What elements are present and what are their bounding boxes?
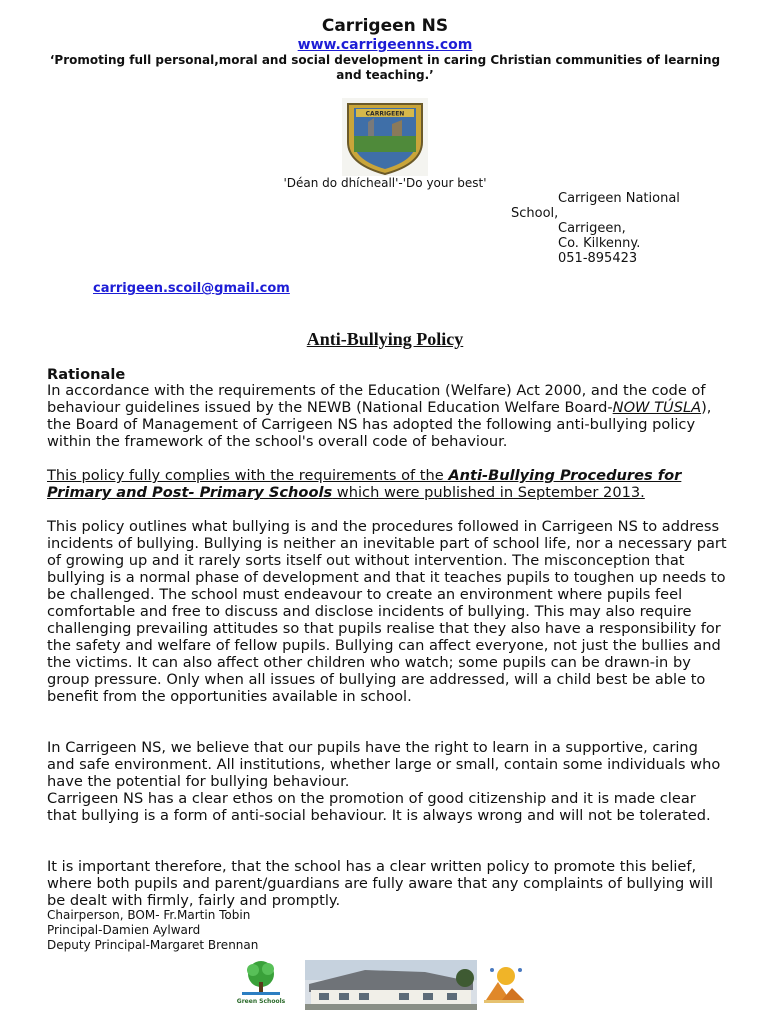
rationale-paragraph-5: Carrigeen NS has a clear ethos on the promotion of good citizenship and it is made clear that bullying is a form of anti-social behaviour. It is always wrong and will not be tolerated.	[47, 790, 711, 824]
school-motto: ‘Promoting full personal,moral and social development in caring Christian communities of learning and teaching.’	[49, 53, 721, 82]
school-building-photo	[305, 960, 477, 1010]
rationale-paragraph-2	[47, 467, 727, 501]
deputy-principal-signoff: Deputy Principal-Margaret Brennan	[47, 938, 259, 952]
address-line: Carrigeen National	[558, 191, 680, 206]
address-phone: 051-895423	[558, 251, 638, 266]
chairperson-signoff: Chairperson, BOM- Fr.Martin Tobin	[47, 908, 251, 922]
rationale-paragraph-4: In Carrigeen NS, we believe that our pupils have the right to learn in a supportive, caring and safe environment. All institutions, whether large or small, contain some individuals who have the potential for bullying behaviour.	[47, 739, 721, 790]
website-link[interactable]: www.carrigeenns.com	[297, 37, 473, 53]
rationale-paragraph-6: It is important therefore, that the school has a clear written policy to promote this belief, where both pupils and parent/guardians are fully aware that any complaints of bullying will be dealt with firmly, fairly and promptly.	[47, 858, 714, 909]
crest-lettering: CARRIGEEN	[365, 110, 405, 118]
address-line: Carrigeen,	[558, 221, 626, 236]
rationale-paragraph-1	[47, 382, 727, 450]
p1-tusla: NOW TÚSLA	[612, 399, 702, 416]
school-address	[511, 191, 711, 266]
p1-text-b: ), the Board of Management of Carrigeen NS has adopted the following anti-bullying policy within the framework of the school's overall code of behaviour.	[47, 399, 712, 450]
address-line: Co. Kilkenny.	[558, 236, 641, 251]
policy-title: Anti-Bullying Policy	[306, 329, 464, 349]
active-school-logo	[480, 960, 528, 1006]
p1-text-a: In accordance with the requirements of the Education (Welfare) Act 2000, and the code of behaviour guidelines issued by the NEWB (National Education Welfare Board-	[47, 382, 706, 416]
school-crest-image	[342, 98, 428, 176]
p2-text-b: which were published in September 2013.	[332, 484, 645, 501]
p2-procedures-title: Anti-Bullying Procedures for Primary and Post- Primary Schools	[47, 467, 682, 501]
rationale-heading: Rationale	[47, 366, 126, 383]
green-schools-logo	[236, 956, 286, 1008]
rationale-paragraph-3: This policy outlines what bullying is and the procedures followed in Carrigeen NS to address incidents of bullying. Bullying is neither an inevitable part of school life, nor a necessary part of growing up and it rarely sorts itself out without intervention. The misconception that bullying is a normal phase of development and that it teaches pupils to toughen up needs to be challenged. The school must endeavour to create an environment where pupils feel comfortable and free to discuss and disclose incidents of bullying. This may also require challenging prevailing attitudes so that pupils realise that they also have a responsibility for the safety and welfare of fellow pupils. Bullying can affect everyone, not just the bullies and the victims. It can also affect other children who watch; some pupils can be drawn-in by group pressure. Only when all issues of bullying are addressed, will a child best be able to benefit from the opportunities available in school.	[47, 518, 727, 705]
email-link[interactable]: carrigeen.scoil@gmail.com	[93, 281, 290, 296]
principal-signoff: Principal-Damien Aylward	[47, 923, 201, 937]
address-line: School,	[511, 206, 559, 221]
green-schools-label: Green Schools	[236, 998, 286, 1005]
irish-motto: 'Déan do dhícheall'-'Do your best'	[283, 176, 487, 190]
school-name: Carrigeen NS	[321, 16, 449, 36]
p2-text-a: This policy fully complies with the requirements of the	[47, 467, 449, 484]
